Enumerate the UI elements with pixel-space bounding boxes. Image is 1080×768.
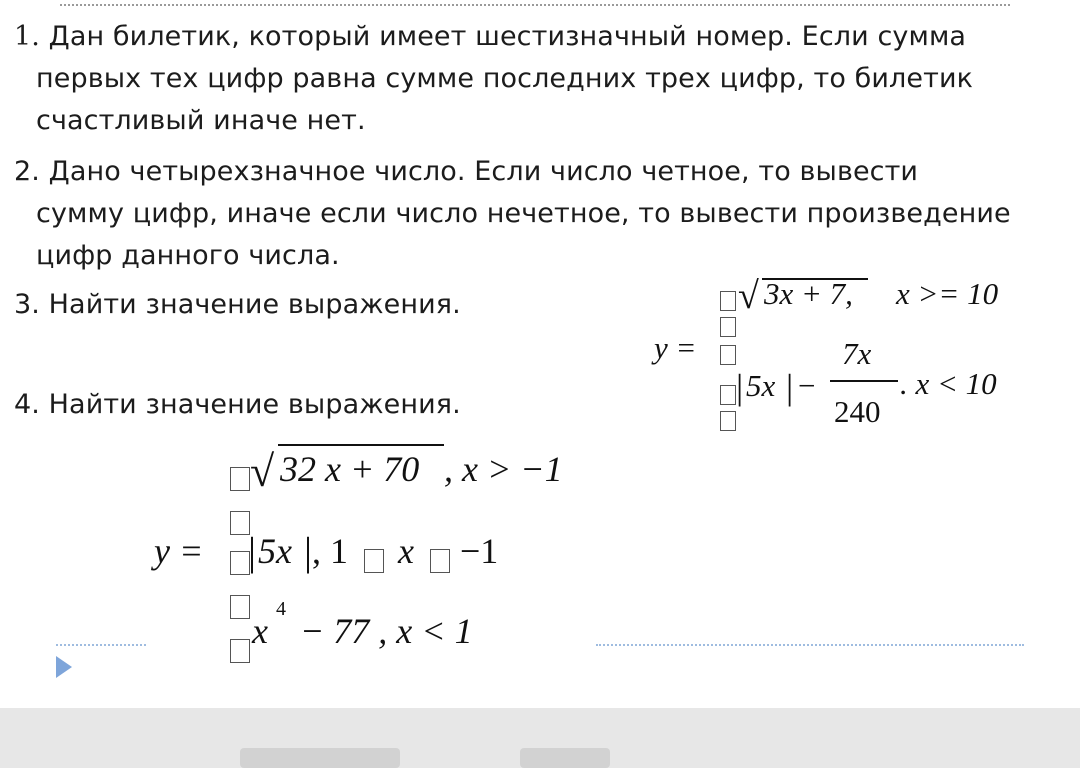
placeholder-box-icon — [230, 538, 250, 580]
formula-3-cond-1: x >= 10 — [896, 276, 999, 311]
task-2-line-3: цифр данного числа. — [36, 240, 340, 271]
formula-3-lhs: y = — [654, 330, 697, 365]
formula-4-cond-2b: −1 — [460, 531, 499, 571]
task-4-text: Найти значение выражения. — [48, 389, 461, 420]
formula-4-abs: 5x — [258, 531, 292, 571]
formula-4-lhs: y = — [154, 531, 204, 571]
formula-4-base: x — [252, 611, 268, 651]
task-2-line-2: сумму цифр, иначе если число нечетное, то вывести произведение — [36, 198, 1011, 229]
abs-bar-left: | — [736, 367, 744, 407]
placeholder-box-icon — [720, 334, 736, 370]
placeholder-box-icon — [230, 498, 250, 540]
placeholder-box-icon — [230, 582, 250, 624]
formula-4-case-3: − 77 , x < 1 — [300, 611, 473, 651]
formula-3-frac-den: 240 — [834, 394, 881, 429]
sqrt-overline — [278, 444, 444, 446]
cut-dotted-line — [60, 0, 1010, 6]
task-1-line-3: счастливый иначе нет. — [36, 105, 366, 136]
task-2-number: 2. — [14, 156, 40, 187]
dotted-separator-right — [596, 644, 1024, 646]
formula-4-radicand: 32 x + 70 — [280, 449, 420, 489]
task-3-text: Найти значение выражения. — [48, 289, 461, 320]
task-4 — [14, 384, 461, 426]
sqrt-symbol-icon: √ — [738, 275, 759, 317]
task-4-number: 4. — [14, 389, 40, 420]
abs-bar-right: | — [304, 529, 313, 574]
formula-3-cond-2: . x < 10 — [900, 366, 997, 401]
abs-bar-right: | — [786, 367, 794, 407]
task-1 — [14, 16, 973, 142]
formula-3-frac-num: 7x — [842, 336, 872, 371]
abs-bar-left: | — [248, 529, 257, 574]
formula-4 — [150, 440, 630, 670]
task-2 — [14, 151, 1011, 277]
placeholder-box-icon — [230, 626, 250, 668]
formula-3-abs: 5x — [746, 368, 776, 403]
task-3 — [14, 284, 461, 326]
fraction-bar — [830, 380, 898, 382]
task-3-number: 3. — [14, 289, 40, 320]
toolbar-shape — [240, 748, 400, 768]
formula-4-cond-2a: , 1 — [312, 531, 348, 571]
triangle-right-icon[interactable] — [56, 656, 72, 678]
toolbar-shape — [520, 748, 610, 768]
placeholder-box-icon — [720, 400, 736, 436]
task-1-line-1: Дан билетик, который имеет шестизначный номер. Если сумма — [48, 21, 967, 52]
dotted-separator-left — [56, 644, 146, 646]
placeholder-box-icon — [430, 536, 450, 578]
formula-3-radicand: 3x + 7, — [764, 276, 853, 311]
sqrt-symbol-icon: √ — [250, 447, 275, 496]
placeholder-box-icon — [364, 536, 384, 578]
task-2-line-1: Дано четырехзначное число. Если число четное, то вывести — [48, 156, 919, 187]
placeholder-box-icon — [230, 454, 250, 496]
formula-4-cond-2x: x — [398, 531, 414, 571]
task-1-line-2: первых тех цифр равна сумме последних трех цифр, то билетик — [36, 63, 974, 94]
formula-3-minus: − — [798, 368, 816, 403]
formula-4-exp: 4 — [276, 598, 286, 620]
formula-4-cond-1: , x > −1 — [444, 449, 563, 489]
task-1-number: 1. — [14, 21, 40, 52]
formula-3 — [650, 270, 1050, 440]
